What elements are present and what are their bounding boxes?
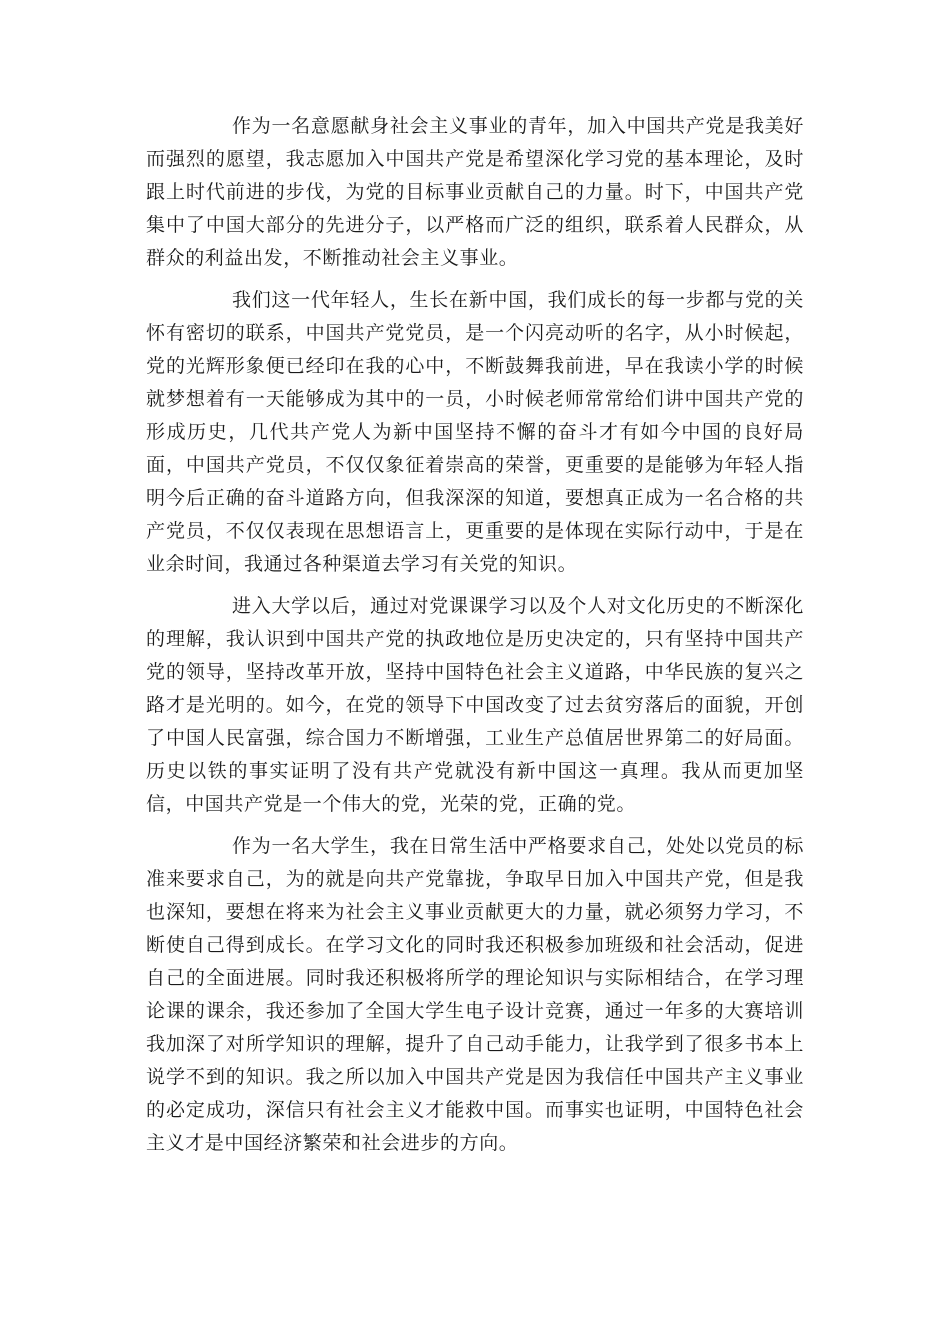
- paragraph-4: 作为一名大学生，我在日常生活中严格要求自己，处处以党员的标准来要求自己，为的就是向共产党靠拢，争取早日加入中国共产党，但是我也深知，要想在将来为社会主义事业贡献更大的力量，就必须努力学习，不断使自己得到成长。在学习文化的同时我还积极参加班级和社会活动，促进自己的全面进展。同时我还积极将所学的理论知识与实际相结合，在学习理论课的课余，我还参加了全国大学生电子设计竞赛，通过一年多的大赛培训我加深了对所学知识的理解，提升了自己动手能力，让我学到了很多书本上说学不到的知识。我之所以加入中国共产党是因为我信任中国共产主义事业的必定成功，深信只有社会主义才能救中国。而事实也证明，中国特色社会主义才是中国经济繁荣和社会进步的方向。: [146, 835, 804, 1154]
- document-body: [146, 110, 804, 1169]
- paragraph-3: 进入大学以后，通过对党课课学习以及个人对文化历史的不断深化的理解，我认识到中国共产党的执政地位是历史决定的，只有坚持中国共产党的领导，坚持改革开放，坚持中国特色社会主义道路，中华民族的复兴之路才是光明的。如今，在党的领导下中国改变了过去贫穷落后的面貌，开创了中国人民富强，综合国力不断增强，工业生产总值居世界第二的好局面。历史以铁的事实证明了没有共产党就没有新中国这一真理。我从而更加坚信，中国共产党是一个伟大的党，光荣的党，正确的党。: [146, 595, 804, 815]
- paragraph-2: 我们这一代年轻人，生长在新中国，我们成长的每一步都与党的关怀有密切的联系，中国共产党党员，是一个闪亮动听的名字，从小时候起，党的光辉形象便已经印在我的心中，不断鼓舞我前进，早在我读小学的时候就梦想着有一天能够成为其中的一员，小时候老师常常给们讲中国共产党的形成历史，几代共产党人为新中国坚持不懈的奋斗才有如今中国的良好局面，中国共产党员，不仅仅象征着崇高的荣誉，更重要的是能够为年轻人指明今后正确的奋斗道路方向，但我深深的知道，要想真正成为一名合格的共产党员，不仅仅表现在思想语言上，更重要的是体现在实际行动中，于是在业余时间，我通过各种渠道去学习有关党的知识。: [146, 289, 804, 575]
- paragraph-1: 作为一名意愿献身社会主义事业的青年，加入中国共产党是我美好而强烈的愿望，我志愿加入中国共产党是希望深化学习党的基本理论，及时跟上时代前进的步伐，为党的目标事业贡献自己的力量。时下，中国共产党集中了中国大部分的先进分子，以严格而广泛的组织，联系着人民群众，从群众的利益出发，不断推动社会主义事业。: [146, 115, 804, 269]
